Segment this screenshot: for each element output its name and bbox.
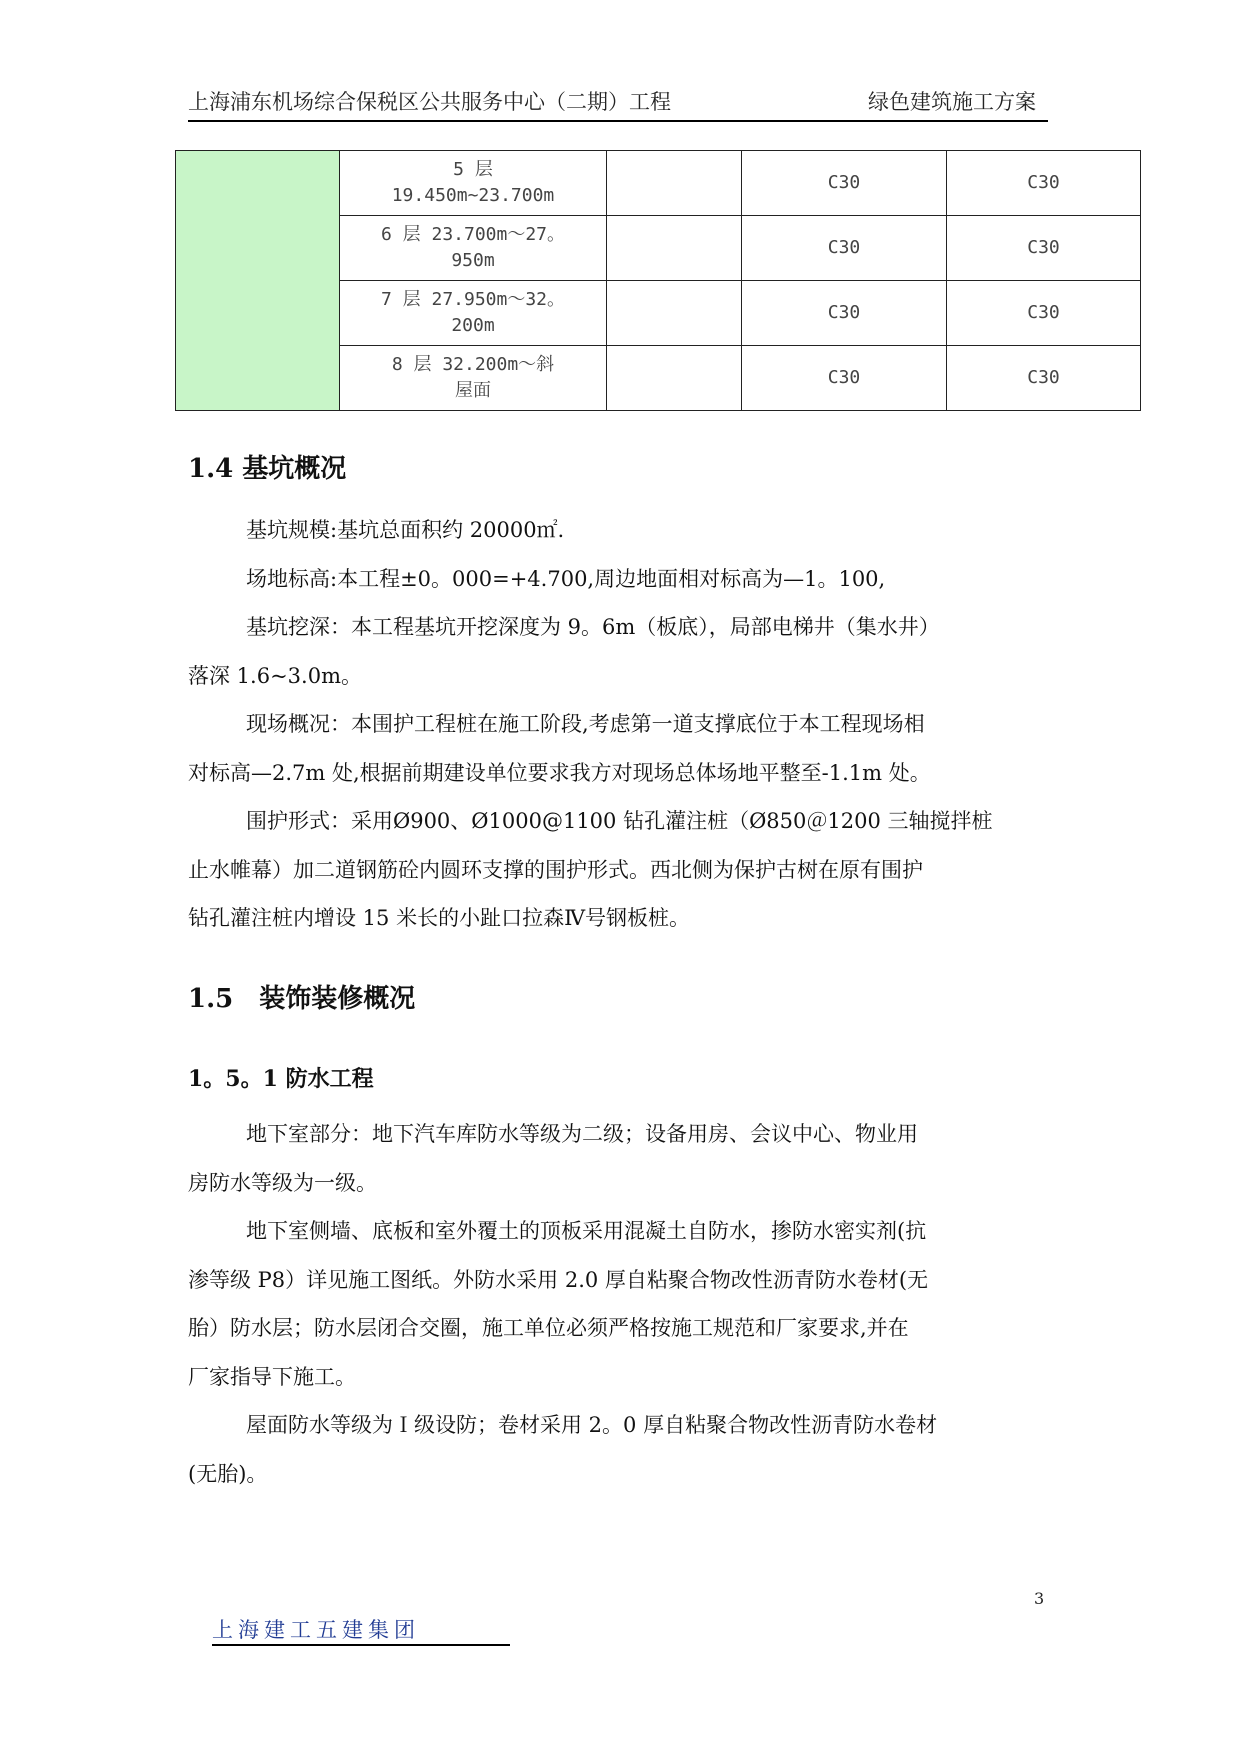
- grade-cell: C30: [947, 281, 1141, 346]
- retaining-form-text-cont: 止水帷幕）加二道钢筋砼内圆环支撑的围护形式。西北侧为保护古树在原有围护: [188, 857, 923, 882]
- pit-depth-text: 基坑挖深：本工程基坑开挖深度为 9。6m（板底），局部电梯井（集水井）: [246, 615, 940, 639]
- green-merged-cell: [176, 151, 340, 411]
- grade-cell: C30: [742, 216, 947, 281]
- floor-cell: 6 层 23.700m～27。 950m: [340, 216, 607, 281]
- basement-waterproof-grade-text-cont: 房防水等级为一级。: [188, 1170, 377, 1195]
- empty-cell: [607, 346, 742, 411]
- header-doc-title: 绿色建筑施工方案: [868, 90, 1036, 114]
- section-title-1-5: 1.5 装饰装修概况: [188, 984, 416, 1014]
- retaining-form-text-cont2: 钻孔灌注桩内增设 15 米长的小趾口拉森Ⅳ号钢板桩。: [188, 906, 691, 930]
- site-overview-text-cont: 对标高—2.7m 处,根据前期建设单位要求我方对现场总体场地平整至-1.1m 处。: [188, 760, 931, 785]
- footer-divider: [212, 1644, 510, 1646]
- header-project-name: 上海浦东机场综合保税区公共服务中心（二期）工程: [188, 90, 671, 114]
- empty-cell: [607, 216, 742, 281]
- section-1-4-body: [188, 506, 1048, 943]
- grade-cell: C30: [947, 151, 1141, 216]
- footer-company-name: 上海建工五建集团: [212, 1618, 420, 1642]
- grade-cell: C30: [742, 281, 947, 346]
- site-elevation-text: 场地标高:本工程±0。000=+4.700,周边地面相对标高为—1。100,: [246, 566, 886, 591]
- roof-waterproof-text: 屋面防水等级为Ｉ级设防；卷材采用 2。0 厚自粘聚合物改性沥青防水卷材: [246, 1413, 938, 1437]
- subsection-title-1-5-1: 1。5。1 防水工程: [188, 1066, 374, 1092]
- roof-waterproof-text-cont: (无胎)。: [188, 1461, 268, 1486]
- grade-cell: C30: [742, 346, 947, 411]
- empty-cell: [607, 151, 742, 216]
- floor-cell: 5 层 19.450m~23.700m: [340, 151, 607, 216]
- pit-scale-text: 基坑规模:基坑总面积约 20000㎡.: [246, 518, 565, 542]
- grade-cell: C30: [947, 216, 1141, 281]
- retaining-form-text: 围护形式：采用Ø900、Ø1000@1100 钻孔灌注桩（Ø850＠1200 三轴搅拌桩: [246, 809, 993, 833]
- basement-waterproof-method-text-cont: 渗等级 P8）详见施工图纸。外防水采用 2.0 厚自粘聚合物改性沥青防水卷材(无: [188, 1267, 929, 1292]
- grade-cell: C30: [742, 151, 947, 216]
- concrete-grade-table: [175, 150, 1141, 411]
- empty-cell: [607, 281, 742, 346]
- table-row: [176, 151, 1141, 216]
- grade-cell: C30: [947, 346, 1141, 411]
- page-header: [188, 86, 1048, 122]
- section-title-1-4: 1.4 基坑概况: [188, 454, 347, 484]
- floor-cell: 7 层 27.950m～32。 200m: [340, 281, 607, 346]
- pit-depth-text-cont: 落深 1.6~3.0m。: [188, 663, 362, 688]
- page-number: 3: [1034, 1589, 1045, 1608]
- basement-waterproof-method-text-cont2: 胎）防水层；防水层闭合交圈，施工单位必须严格按施工规范和厂家要求,并在: [188, 1316, 909, 1340]
- basement-waterproof-grade-text: 地下室部分：地下汽车库防水等级为二级；设备用房、会议中心、物业用: [246, 1122, 918, 1146]
- basement-waterproof-method-text-cont3: 厂家指导下施工。: [188, 1364, 356, 1389]
- section-1-5-body: [188, 1110, 1048, 1498]
- site-overview-text: 现场概况：本围护工程桩在施工阶段,考虑第一道支撑底位于本工程现场相: [246, 712, 925, 736]
- floor-cell: 8 层 32.200m～斜 屋面: [340, 346, 607, 411]
- basement-waterproof-method-text: 地下室侧墙、底板和室外覆土的顶板采用混凝土自防水，掺防水密实剂(抗: [246, 1219, 927, 1243]
